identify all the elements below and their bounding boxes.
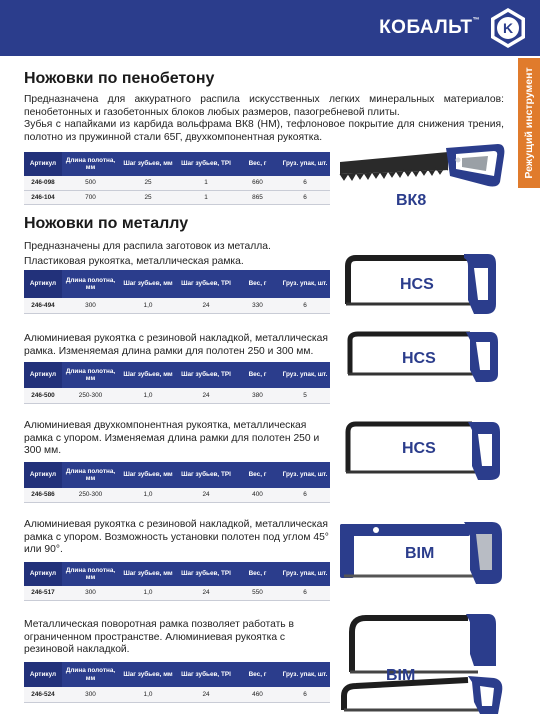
col-header: Артикул — [24, 362, 62, 388]
table-cell: 250-300 — [62, 488, 119, 502]
col-header: Длина полотна, мм — [62, 362, 119, 388]
col-header: Артикул — [24, 152, 62, 176]
product-label-bim: BIM — [386, 667, 416, 684]
col-header: Шаг зубьев, TPI — [177, 562, 235, 586]
table-cell: 1,0 — [119, 488, 177, 502]
col-header: Вес, г — [235, 362, 280, 388]
product3-description — [24, 420, 334, 458]
product2-description — [24, 333, 334, 358]
sku-cell: 246-098 — [24, 176, 62, 190]
table-cell: 300 — [62, 298, 119, 313]
col-header: Шаг зубьев, мм — [119, 362, 177, 388]
col-header: Вес, г — [235, 152, 280, 176]
table-cell: 6 — [280, 586, 330, 600]
col-header: Вес, г — [235, 662, 280, 687]
section-title-metal: Ножовки по металлу — [24, 215, 189, 232]
col-header: Вес, г — [235, 270, 280, 298]
table-cell: 6 — [280, 298, 330, 313]
table-header-row — [24, 270, 330, 298]
side-category-label: Режущий инструмент — [523, 67, 535, 179]
brand-name: КОБАЛЬТ™ — [379, 17, 480, 38]
table-cell: 300 — [62, 687, 119, 702]
col-header: Вес, г — [235, 462, 280, 488]
section1-desc-line: Предназначена для аккуратного распила искусственных легких минеральных материалов: пенобетонных и газобетонных блоков любых размеров, пазогребневой плиты. — [24, 94, 504, 118]
brand-logo-icon — [486, 6, 530, 50]
table-cell: 6 — [280, 488, 330, 502]
table-cell: 24 — [177, 586, 235, 600]
table-row — [24, 687, 330, 702]
table-cell: 330 — [235, 298, 280, 313]
product-label-hcs: HCS — [402, 440, 436, 457]
table-cell: 660 — [235, 176, 280, 190]
sku-cell: 246-586 — [24, 488, 62, 502]
table-cell: 24 — [177, 388, 235, 403]
product-desc-line: Предназначены для распила заготовок из металла. — [24, 241, 271, 252]
product-desc-line: Алюминиевая рукоятка с резиновой накладкой, металлическая рамка с упором. Возможность установки полотен под углом 45° или 90°. — [24, 519, 329, 555]
sku-cell: 246-104 — [24, 190, 62, 204]
col-header: Артикул — [24, 562, 62, 586]
col-header: Шаг зубьев, TPI — [177, 152, 235, 176]
table-cell: 25 — [119, 176, 177, 190]
table-cell: 700 — [62, 190, 119, 204]
col-header: Шаг зубьев, мм — [119, 662, 177, 687]
table-cell: 400 — [235, 488, 280, 502]
col-header: Шаг зубьев, мм — [119, 152, 177, 176]
table-cell: 1,0 — [119, 298, 177, 313]
col-header: Шаг зубьев, мм — [119, 270, 177, 298]
table-row — [24, 176, 330, 190]
col-header: Длина полотна, мм — [62, 462, 119, 488]
sku-cell: 246-517 — [24, 586, 62, 600]
table-cell: 300 — [62, 586, 119, 600]
product-desc-line: Алюминиевая рукоятка с резиновой накладкой, металлическая рамка. Изменяемая длина рамки для полотен 250 и 300 мм. — [24, 333, 328, 357]
table-row — [24, 298, 330, 313]
col-header: Длина полотна, мм — [62, 270, 119, 298]
table-cell: 25 — [119, 190, 177, 204]
col-header: Артикул — [24, 662, 62, 687]
spec-table-foam — [24, 152, 330, 205]
spec-table-246-494 — [24, 270, 330, 314]
table-header-row — [24, 152, 330, 176]
table-cell: 380 — [235, 388, 280, 403]
table-cell: 6 — [280, 190, 330, 204]
table-row — [24, 388, 330, 403]
col-header: Шаг зубьев, TPI — [177, 662, 235, 687]
table-header-row — [24, 662, 330, 687]
sku-cell: 246-524 — [24, 687, 62, 702]
col-header: Шаг зубьев, TPI — [177, 270, 235, 298]
table-cell: 550 — [235, 586, 280, 600]
section1-description — [24, 94, 504, 144]
product4-description — [24, 519, 336, 557]
col-header: Шаг зубьев, TPI — [177, 362, 235, 388]
table-cell: 5 — [280, 388, 330, 403]
table-cell: 250-300 — [62, 388, 119, 403]
table-cell: 24 — [177, 298, 235, 313]
product-desc-line: Пластиковая рукоятка, металлическая рамка. — [24, 255, 244, 267]
table-header-row — [24, 462, 330, 488]
col-header: Груз. упак, шт. — [280, 462, 330, 488]
table-cell: 24 — [177, 488, 235, 502]
sku-cell: 246-500 — [24, 388, 62, 403]
section-title-foam-concrete: Ножовки по пенобетону — [24, 70, 215, 87]
spec-table-246-524 — [24, 662, 330, 703]
product-label-bk8: ВК8 — [396, 192, 427, 209]
table-cell: 1 — [177, 190, 235, 204]
product5-description — [24, 619, 336, 657]
col-header: Шаг зубьев, TPI — [177, 462, 235, 488]
side-category-tab[interactable] — [518, 58, 540, 188]
table-cell: 6 — [280, 176, 330, 190]
col-header: Груз. упак, шт. — [280, 152, 330, 176]
product-desc-line: Алюминиевая двухкомпонентная рукоятка, металлическая рамка с упором. Изменяемая длина рамки для полотен 250 и 300 мм. — [24, 420, 320, 456]
col-header: Груз. упак, шт. — [280, 662, 330, 687]
table-cell: 1,0 — [119, 388, 177, 403]
table-cell: 460 — [235, 687, 280, 702]
product1-description — [24, 240, 344, 269]
col-header: Артикул — [24, 462, 62, 488]
table-header-row — [24, 362, 330, 388]
table-header-row — [24, 562, 330, 586]
col-header: Длина полотна, мм — [62, 152, 119, 176]
product-desc-line: Металлическая поворотная рамка позволяет работать в ограниченном пространстве. Алюминиевая рукоятка с резиновой накладкой. — [24, 619, 295, 655]
col-header: Груз. упак, шт. — [280, 362, 330, 388]
table-cell: 1 — [177, 176, 235, 190]
table-cell: 6 — [280, 687, 330, 702]
table-row — [24, 488, 330, 502]
product-label-hcs: HCS — [402, 350, 436, 367]
table-row — [24, 586, 330, 600]
col-header: Шаг зубьев, мм — [119, 562, 177, 586]
col-header: Шаг зубьев, мм — [119, 462, 177, 488]
sku-cell: 246-494 — [24, 298, 62, 313]
col-header: Груз. упак, шт. — [280, 562, 330, 586]
spec-table-246-500 — [24, 362, 330, 404]
col-header: Вес, г — [235, 562, 280, 586]
foam-saw-image — [338, 142, 508, 196]
spec-table-246-586 — [24, 462, 330, 503]
table-cell: 1,0 — [119, 687, 177, 702]
table-cell: 500 — [62, 176, 119, 190]
table-cell: 865 — [235, 190, 280, 204]
col-header: Длина полотна, мм — [62, 662, 119, 687]
table-cell: 24 — [177, 687, 235, 702]
svg-text:K: K — [502, 20, 514, 36]
spec-table-246-517 — [24, 562, 330, 601]
page-header — [0, 0, 540, 56]
col-header: Длина полотна, мм — [62, 562, 119, 586]
col-header: Груз. упак, шт. — [280, 270, 330, 298]
product-label-bim: BIM — [405, 545, 435, 562]
section1-desc-line: Зубья с напайками из карбида вольфрама ВК8 (НМ), тефлоновое покрытие для снижения трения, полотно из пружинной стали 65Г, двухкомпонентная рукоятка. — [24, 119, 504, 143]
product-label-hcs: HCS — [400, 276, 434, 293]
hacksaw-246-524-image — [338, 610, 510, 718]
table-cell: 1,0 — [119, 586, 177, 600]
table-row — [24, 190, 330, 204]
col-header: Артикул — [24, 270, 62, 298]
